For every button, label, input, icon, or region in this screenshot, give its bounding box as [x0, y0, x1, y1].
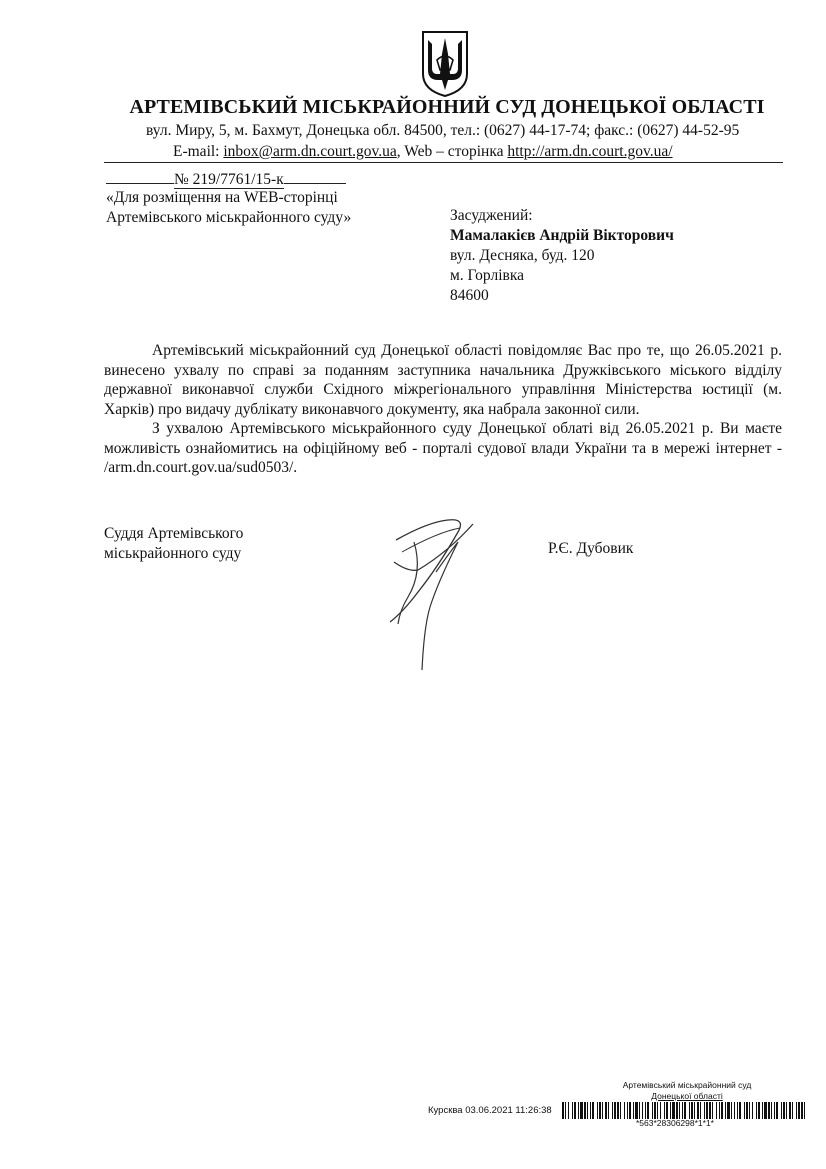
publication-note: «Для розміщення на WEB-сторінці Артемівського міськрайонного суду»	[106, 189, 352, 226]
barcode-bar	[647, 1102, 649, 1119]
barcode-bar	[774, 1102, 775, 1119]
barcode-bar	[709, 1102, 711, 1119]
trident-coat-of-arms-icon	[420, 30, 470, 98]
barcode-bar	[562, 1102, 564, 1119]
barcode-bar	[642, 1102, 643, 1119]
barcode-icon	[562, 1102, 806, 1119]
recipient-postcode: 84600	[450, 287, 489, 304]
court-contacts	[173, 143, 673, 161]
barcode-bar	[781, 1102, 782, 1119]
barcode-bar	[789, 1102, 791, 1119]
barcode-bar	[725, 1102, 726, 1119]
body-paragraph-2: З ухвалою Артемівського міськрайонного суду Донецької облаті від 26.05.2021 р. Ви маєте можливість ознайомитись на офіційному веб - порталі судової влади України та в мережі інтернет - /arm.dn.court.gov.ua/sud0503/.	[104, 420, 782, 476]
barcode-bar	[783, 1102, 785, 1119]
stamp-court-line-2: Донецької області	[651, 1091, 723, 1101]
barcode-bar	[731, 1102, 732, 1119]
barcode-bar	[727, 1102, 730, 1119]
barcode-bar	[739, 1102, 741, 1119]
barcode-bar	[597, 1102, 598, 1119]
letter-body	[104, 341, 782, 478]
barcode-bar	[704, 1102, 705, 1119]
court-title: АРТЕМІВСЬКИЙ МІСЬКРАЙОННИЙ СУД ДОНЕЦЬКОЇ ОБЛАСТІ	[129, 96, 765, 118]
barcode-bar	[706, 1102, 708, 1119]
barcode-bar	[697, 1102, 699, 1119]
barcode-bar	[786, 1102, 787, 1119]
barcode-bar	[620, 1102, 621, 1119]
barcode-bar	[612, 1102, 613, 1119]
barcode-bar	[670, 1102, 671, 1119]
barcode-bar	[565, 1102, 566, 1119]
number-blank-left	[106, 168, 174, 184]
barcode-bar	[587, 1102, 588, 1119]
barcode-bar	[624, 1102, 625, 1119]
barcode-bar	[568, 1102, 569, 1119]
barcode-bar	[592, 1102, 594, 1119]
recipient-block	[450, 206, 674, 306]
document-number	[106, 168, 346, 189]
barcode-bar	[572, 1102, 573, 1119]
barcode-bar	[689, 1102, 690, 1119]
barcode-bar	[746, 1102, 748, 1119]
recipient-city: м. Горлівка	[450, 267, 524, 284]
barcode-bar	[756, 1102, 757, 1119]
recipient-label: Засуджений:	[450, 207, 533, 224]
barcode-bar	[716, 1102, 717, 1119]
barcode-bar	[627, 1102, 628, 1119]
barcode-bar	[590, 1102, 591, 1119]
barcode-bar	[574, 1102, 576, 1119]
barcode-bar	[580, 1102, 583, 1119]
signer-position	[104, 524, 243, 564]
barcode-bar	[666, 1102, 668, 1119]
body-paragraph-1: Артемівський міськрайонний суд Донецької області повідомляє Вас про те, що 26.05.2021 р. винесено ухвалу по справі за поданням заступника начальника Дружківського міського відділу державної виконавчої служби Східного міжрегіонального управління Міністерства юстиції (м. Харків) про видачу дублікату виконавчого документу, яка набрала законної сили.	[104, 342, 782, 418]
barcode-bar	[712, 1102, 713, 1119]
barcode-bar	[652, 1102, 653, 1119]
barcode-bar	[676, 1102, 678, 1119]
barcode-bar	[584, 1102, 586, 1119]
barcode-bar	[684, 1102, 686, 1119]
stamp-court-line-1: Артемівський міськрайонний суд	[622, 1080, 752, 1090]
web-link[interactable]: http://arm.dn.court.gov.ua/	[507, 143, 673, 160]
barcode-text: *563*28306298*1*1*	[636, 1118, 714, 1128]
signer-name: Р.Є. Дубовик	[548, 540, 634, 557]
barcode-bar	[602, 1102, 603, 1119]
barcode-bar	[682, 1102, 683, 1119]
barcode-bar	[792, 1102, 793, 1119]
header-divider	[104, 162, 783, 163]
recipient-street: вул. Десняка, буд. 120	[450, 247, 595, 264]
barcode-bar	[804, 1102, 805, 1119]
barcode-bar	[654, 1102, 656, 1119]
email-label: E-mail:	[173, 143, 224, 160]
barcode-bar	[796, 1102, 797, 1119]
barcode-bar	[614, 1102, 616, 1119]
barcode-bar	[734, 1102, 735, 1119]
court-address: вул. Миру, 5, м. Бахмут, Донецька обл. 84500, тел.: (0627) 44-17-74; факс.: (0627) 44-52-95	[146, 122, 740, 139]
document-number-text: № 219/7761/15-к	[174, 171, 284, 188]
barcode-bar	[599, 1102, 601, 1119]
barcode-bar	[645, 1102, 646, 1119]
barcode-bar	[635, 1102, 638, 1119]
barcode-bar	[771, 1102, 772, 1119]
barcode-bar	[578, 1102, 579, 1119]
barcode-bar	[629, 1102, 631, 1119]
signer-position-line-2: міськрайонного суду	[104, 545, 242, 562]
barcode-bar	[605, 1102, 607, 1119]
barcode-bar	[752, 1102, 753, 1119]
handwritten-signature-icon	[378, 512, 488, 672]
barcode-bar	[744, 1102, 745, 1119]
barcode-bar	[639, 1102, 640, 1119]
barcode-bar	[664, 1102, 665, 1119]
barcode-bar	[660, 1102, 661, 1119]
recipient-name: Мамалакієв Андрій Вікторович	[450, 227, 674, 244]
barcode-bar	[749, 1102, 750, 1119]
barcode-bar	[768, 1102, 770, 1119]
barcode-bar	[764, 1102, 767, 1119]
barcode-bar	[691, 1102, 693, 1119]
barcode-bar	[657, 1102, 658, 1119]
stamp-registrar-datetime: Курсква 03.06.2021 11:26:38	[428, 1105, 552, 1116]
barcode-bar	[758, 1102, 760, 1119]
barcode-bar	[672, 1102, 675, 1119]
barcode-bar	[719, 1102, 720, 1119]
barcode-bar	[633, 1102, 634, 1119]
barcode-bar	[700, 1102, 701, 1119]
barcode-bar	[801, 1102, 803, 1119]
barcode-bar	[762, 1102, 763, 1119]
web-label: , Web – сторінка	[396, 143, 508, 160]
barcode-bar	[737, 1102, 738, 1119]
barcode-bar	[617, 1102, 619, 1119]
barcode-bar	[679, 1102, 680, 1119]
email-link[interactable]: inbox@arm.dn.court.gov.ua	[223, 143, 397, 160]
barcode-bar	[721, 1102, 723, 1119]
barcode-bar	[608, 1102, 609, 1119]
registry-stamp	[612, 1080, 762, 1102]
barcode-bar	[694, 1102, 695, 1119]
signer-position-line-1: Суддя Артемівського	[104, 525, 244, 542]
number-blank-right	[284, 168, 346, 184]
barcode-bar	[798, 1102, 800, 1119]
barcode-bar	[776, 1102, 778, 1119]
